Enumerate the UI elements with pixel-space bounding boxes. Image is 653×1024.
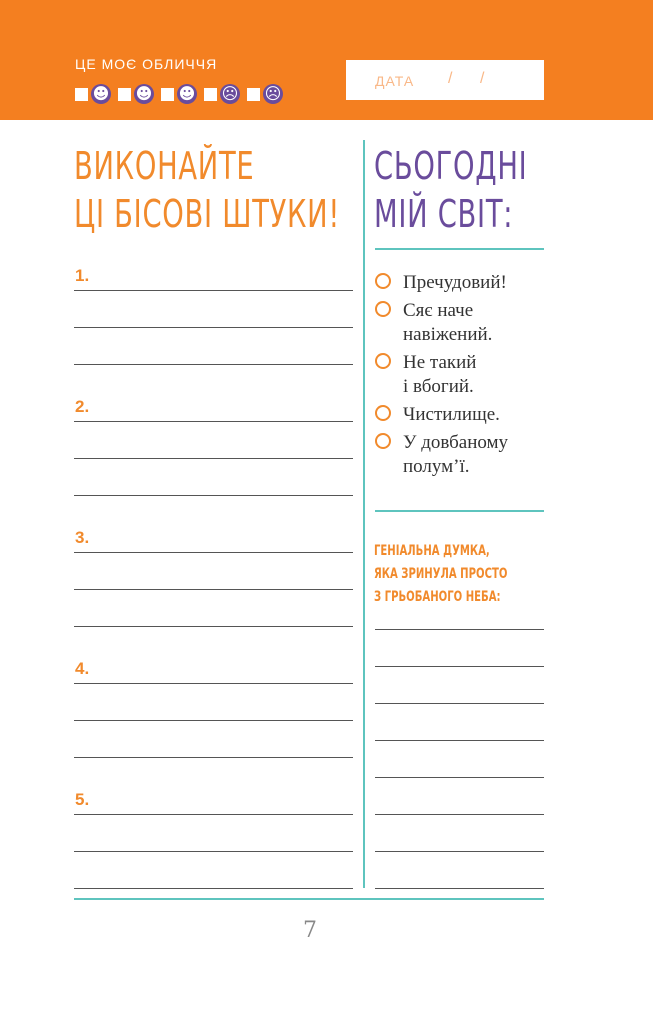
idea-line[interactable]	[375, 703, 544, 704]
bottom-divider	[74, 898, 544, 900]
task-number-1: 1.	[75, 266, 90, 285]
radio-circle-icon[interactable]	[375, 273, 391, 289]
task-number-4: 4.	[75, 659, 90, 678]
task-line[interactable]	[74, 458, 353, 459]
task-line[interactable]	[74, 421, 353, 422]
task-line[interactable]	[74, 589, 353, 590]
column-divider	[363, 140, 365, 888]
mood-label-line: Не такий	[403, 352, 477, 373]
mood-option-5[interactable]	[375, 431, 550, 479]
radio-circle-icon[interactable]	[375, 301, 391, 317]
idea-line[interactable]	[375, 629, 544, 630]
face-option-4[interactable]	[204, 84, 240, 104]
face-option-3[interactable]	[161, 84, 197, 104]
task-line[interactable]	[74, 757, 353, 758]
task-line[interactable]	[74, 814, 353, 815]
idea-prompt-line: З ГРЬОБАНОГО НЕБА:	[374, 589, 501, 605]
mood-label	[403, 351, 476, 399]
mood-option-2[interactable]	[375, 299, 550, 347]
date-separator: /	[480, 70, 485, 87]
task-number-3: 3.	[75, 528, 90, 547]
face-checkbox[interactable]	[204, 88, 217, 101]
mood-label-line: Пречудовий!	[403, 272, 507, 293]
neutral-face-icon: ☻	[178, 84, 196, 103]
task-line[interactable]	[74, 626, 353, 627]
idea-line[interactable]	[375, 851, 544, 852]
face-checkbox[interactable]	[161, 88, 174, 101]
face-option-2[interactable]	[118, 84, 154, 104]
task-line[interactable]	[74, 495, 353, 496]
mood-label	[403, 299, 492, 347]
mood-label	[403, 271, 507, 295]
mood-label-line: Сяє наче	[403, 300, 474, 321]
task-line[interactable]	[74, 364, 353, 365]
idea-line[interactable]	[375, 888, 544, 889]
radio-circle-icon[interactable]	[375, 405, 391, 421]
tasks-title-line: ЦІ БІСОВІ ШТУКИ!	[74, 192, 341, 236]
face-checkbox[interactable]	[118, 88, 131, 101]
idea-line[interactable]	[375, 777, 544, 778]
world-title-line: СЬОГОДНІ	[374, 144, 528, 188]
mood-option-3[interactable]	[375, 351, 550, 399]
happy-face-icon: ☻	[135, 84, 153, 103]
idea-divider	[375, 510, 544, 512]
date-field[interactable]	[346, 60, 544, 100]
tasks-title-line: ВИКОНАЙТЕ	[74, 144, 255, 188]
task-line[interactable]	[74, 552, 353, 553]
mood-option-1[interactable]	[375, 271, 550, 295]
world-title-line: МІЙ СВІТ:	[374, 192, 514, 236]
radio-circle-icon[interactable]	[375, 353, 391, 369]
face-checkbox[interactable]	[75, 88, 88, 101]
mood-label-line: полум’ї.	[403, 456, 470, 477]
world-divider	[375, 248, 544, 250]
face-option-5[interactable]	[247, 84, 283, 104]
mood-label	[403, 403, 500, 427]
idea-prompt-line: ЯКА ЗРИНУЛА ПРОСТО	[374, 566, 508, 582]
face-option-1[interactable]	[75, 84, 111, 104]
world-title	[374, 142, 527, 238]
sad-face-icon: ☹	[221, 84, 239, 103]
idea-line[interactable]	[375, 814, 544, 815]
very-sad-face-icon: ☹	[264, 84, 282, 103]
page-number: 7	[303, 918, 317, 943]
idea-prompt	[374, 540, 507, 609]
mood-label-line: і вбогий.	[403, 376, 474, 397]
face-checkbox[interactable]	[247, 88, 260, 101]
idea-line[interactable]	[375, 740, 544, 741]
mood-label-line: У довбаному	[403, 432, 509, 453]
header-bar	[0, 0, 653, 120]
mood-label-line: навіжений.	[403, 324, 493, 345]
task-line[interactable]	[74, 720, 353, 721]
date-label: ДАТА	[375, 73, 415, 89]
tasks-title	[74, 142, 340, 238]
task-line[interactable]	[74, 851, 353, 852]
idea-line[interactable]	[375, 666, 544, 667]
date-separator: /	[448, 70, 453, 87]
face-options	[75, 83, 290, 105]
idea-prompt-line: ГЕНІАЛЬНА ДУМКА,	[374, 543, 490, 559]
task-line[interactable]	[74, 888, 353, 889]
radio-circle-icon[interactable]	[375, 433, 391, 449]
face-title: ЦЕ МОЄ ОБЛИЧЧЯ	[75, 56, 218, 72]
mood-label	[403, 431, 508, 479]
mood-label-line: Чистилище.	[403, 404, 500, 425]
task-line[interactable]	[74, 683, 353, 684]
task-number-5: 5.	[75, 790, 90, 809]
task-line[interactable]	[74, 327, 353, 328]
task-line[interactable]	[74, 290, 353, 291]
very-happy-face-icon: ☻	[92, 84, 110, 103]
mood-option-4[interactable]	[375, 403, 550, 427]
task-number-2: 2.	[75, 397, 90, 416]
mood-list	[375, 271, 550, 483]
